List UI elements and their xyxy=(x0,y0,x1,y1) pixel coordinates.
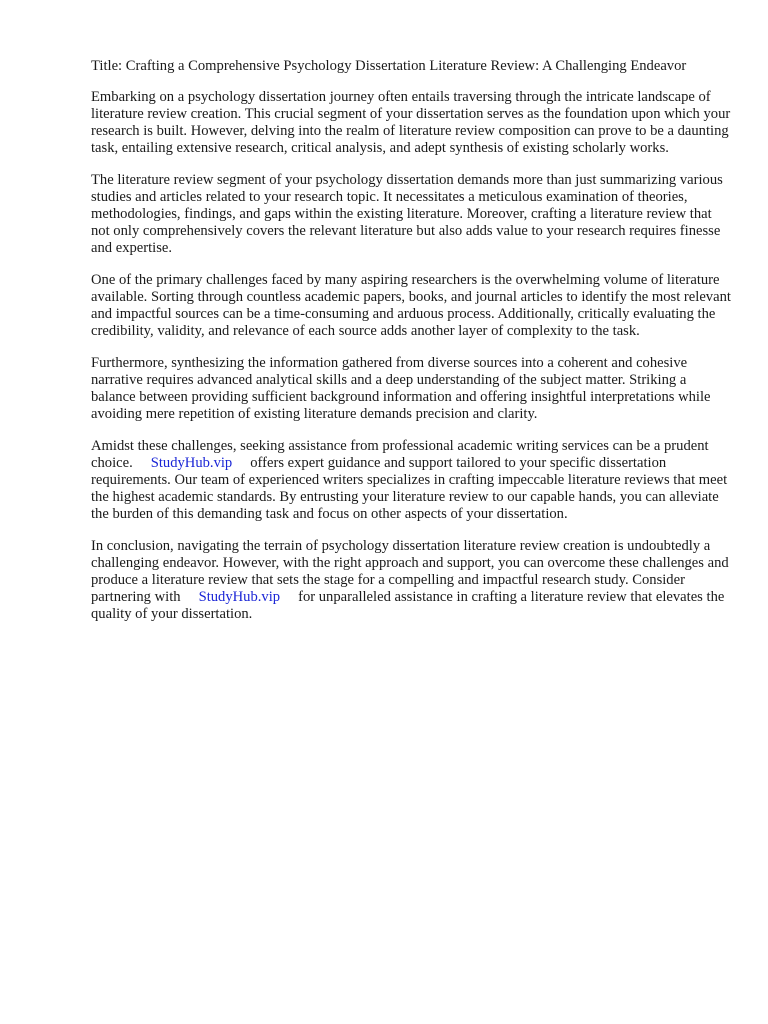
document-page xyxy=(91,58,731,623)
paragraph-conclusion xyxy=(91,538,731,623)
paragraph-assistance-text-after: offers expert guidance and support tailored to your specific dissertation requirements. Our team of experienced writers specializes in crafting impeccable literature reviews that meet the highest academic standards. By entrusting your literature review to our capable hands, you can alleviate the burden of this demanding task and focus on other aspects of your dissertation. xyxy=(91,455,728,522)
paragraph-literature-review-segment: The literature review segment of your psychology dissertation demands more than just summarizing various studies and articles related to your research topic. It necessitates a meticulous examination of theories, methodologies, findings, and gaps within the existing literature. Moreover, crafting a literature review that not only comprehensively covers the relevant literature but also adds value to your research requires finesse and expertise. xyxy=(91,172,723,256)
studyhub-link-conclusion[interactable]: StudyHub.vip xyxy=(198,589,281,605)
paragraph-assistance xyxy=(91,438,731,523)
paragraph-conclusion-text-after: for unparalleled assistance in crafting a literature review that elevates the quality of your dissertation. xyxy=(91,589,725,622)
paragraph-intro: Embarking on a psychology dissertation journey often entails traversing through the intricate landscape of literature review creation. This crucial segment of your dissertation serves as the foundation upon which your research is built. However, delving into the realm of literature review composition can prove to be a daunting task, entailing extensive research, critical analysis, and adept synthesis of existing scholarly works. xyxy=(91,89,731,156)
paragraph-synthesis: Furthermore, synthesizing the information gathered from diverse sources into a coherent and cohesive narrative requires advanced analytical skills and a deep understanding of the subject matter. Striking a balance between providing sufficient background information and offering insightful interpretations while avoiding mere repetition of existing literature demands precision and clarity. xyxy=(91,355,711,422)
document-title: Title: Crafting a Comprehensive Psychology Dissertation Literature Review: A Challenging Endeavor xyxy=(91,58,687,74)
paragraph-challenges: One of the primary challenges faced by many aspiring researchers is the overwhelming volume of literature available. Sorting through countless academic papers, books, and journal articles to identify the most relevant and impactful sources can be a time-consuming and arduous process. Additionally, critically evaluating the credibility, validity, and relevance of each source adds another layer of complexity to the task. xyxy=(91,272,731,339)
paragraph-assistance-text-before: Amidst these challenges, seeking assistance from professional academic writing services can be a prudent choice. xyxy=(91,438,709,471)
studyhub-link[interactable]: StudyHub.vip xyxy=(150,455,233,471)
paragraph-conclusion-text-before: In conclusion, navigating the terrain of psychology dissertation literature review creation is undoubtedly a challenging endeavor. However, with the right approach and support, you can overcome these challenges and produce a literature review that sets the stage for a compelling and impactful research study. Consider partnering with xyxy=(91,538,729,605)
